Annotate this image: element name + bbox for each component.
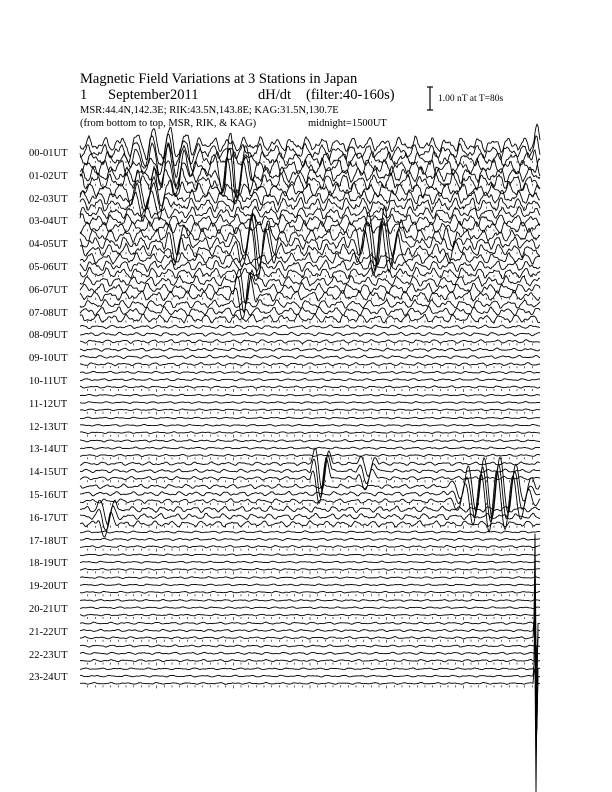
hour-label: 04-05UT <box>29 239 68 251</box>
trace-rik <box>80 217 540 271</box>
trace-kag <box>80 614 540 616</box>
hour-label: 22-23UT <box>29 649 68 661</box>
hour-label: 16-17UT <box>29 512 68 524</box>
hour-label: 23-24UT <box>29 672 68 684</box>
hour-label: 19-20UT <box>29 581 68 593</box>
trace-rik <box>80 584 540 586</box>
trace-msr <box>80 531 540 533</box>
hour-label: 11-12UT <box>29 398 68 410</box>
hour-label: 13-14UT <box>29 444 68 456</box>
trace-msr <box>80 348 540 351</box>
station-coordinates: MSR:44.4N,142.3E; RIK:43.5N,143.8E; KAG:31.5N,130.7E <box>80 105 339 116</box>
hour-label: 08-09UT <box>29 330 68 342</box>
trace-msr <box>80 577 540 579</box>
trace-msr <box>80 371 540 373</box>
trace-rik <box>80 355 540 358</box>
hour-label: 09-10UT <box>29 353 68 365</box>
trace-kag <box>80 386 540 388</box>
trace-msr <box>80 599 540 601</box>
scale-bar <box>427 87 433 110</box>
trace-msr <box>80 534 540 685</box>
trace-rik <box>80 652 540 654</box>
hour-label: 12-13UT <box>29 421 68 433</box>
trace-kag <box>80 409 540 411</box>
trace-rik <box>80 307 540 316</box>
midnight-note: midnight=1500UT <box>308 118 387 129</box>
hour-label: 01-02UT <box>29 170 68 182</box>
date-month: September <box>108 87 171 103</box>
hour-label: 15-16UT <box>29 490 68 501</box>
trace-kag <box>80 432 540 434</box>
scale-bar-label: 1.00 nT at T=80s <box>438 94 504 104</box>
trace-rik <box>80 561 540 563</box>
quantity-label: dH/dt <box>258 87 292 103</box>
trace-kag <box>80 591 540 593</box>
hour-label: 07-08UT <box>29 307 68 319</box>
trace-rik <box>80 214 540 227</box>
trace-kag <box>80 340 540 344</box>
trace-rik <box>80 424 540 426</box>
trace-order-note: (from bottom to top, MSR, RIK, & KAG) <box>80 118 257 129</box>
hour-label: 20-21UT <box>29 604 68 615</box>
trace-rik <box>80 612 540 757</box>
trace-msr <box>80 554 540 556</box>
hour-label: 14-15UT <box>29 467 68 479</box>
hour-label: 17-18UT <box>29 535 68 547</box>
trace-kag <box>80 659 540 661</box>
trace-rik <box>80 607 540 609</box>
trace-msr <box>80 457 540 518</box>
date-year: 2011 <box>170 87 199 103</box>
trace-kag <box>80 568 540 570</box>
trace-msr <box>80 417 540 419</box>
trace-msr <box>80 440 540 442</box>
hour-label: 18-19UT <box>29 558 68 570</box>
trace-group <box>80 124 540 792</box>
trace-kag <box>80 363 540 366</box>
trace-rik <box>80 332 540 336</box>
trace-rik <box>80 447 540 449</box>
hour-label: 10-11UT <box>29 376 68 387</box>
hour-label: 21-22UT <box>29 626 68 638</box>
hour-label: 00-01UT <box>29 148 68 159</box>
hour-label: 03-04UT <box>29 216 68 228</box>
trace-msr <box>80 299 540 308</box>
trace-msr <box>80 394 540 396</box>
trace-msr <box>80 645 540 647</box>
trace-kag <box>80 454 540 456</box>
trace-msr <box>80 325 540 329</box>
trace-rik <box>80 260 540 272</box>
chart-title: Magnetic Field Variations at 3 Stations in Japan <box>80 71 358 87</box>
date-day: 1 <box>80 87 88 103</box>
trace-rik <box>80 402 540 404</box>
trace-rik <box>80 379 540 381</box>
hour-label: 06-07UT <box>29 284 68 296</box>
hour-label: 05-06UT <box>29 262 68 273</box>
trace-kag <box>80 545 540 547</box>
hour-label: 02-03UT <box>29 193 68 205</box>
filter-label: (filter:40-160s) <box>306 87 395 103</box>
trace-rik <box>80 538 540 540</box>
